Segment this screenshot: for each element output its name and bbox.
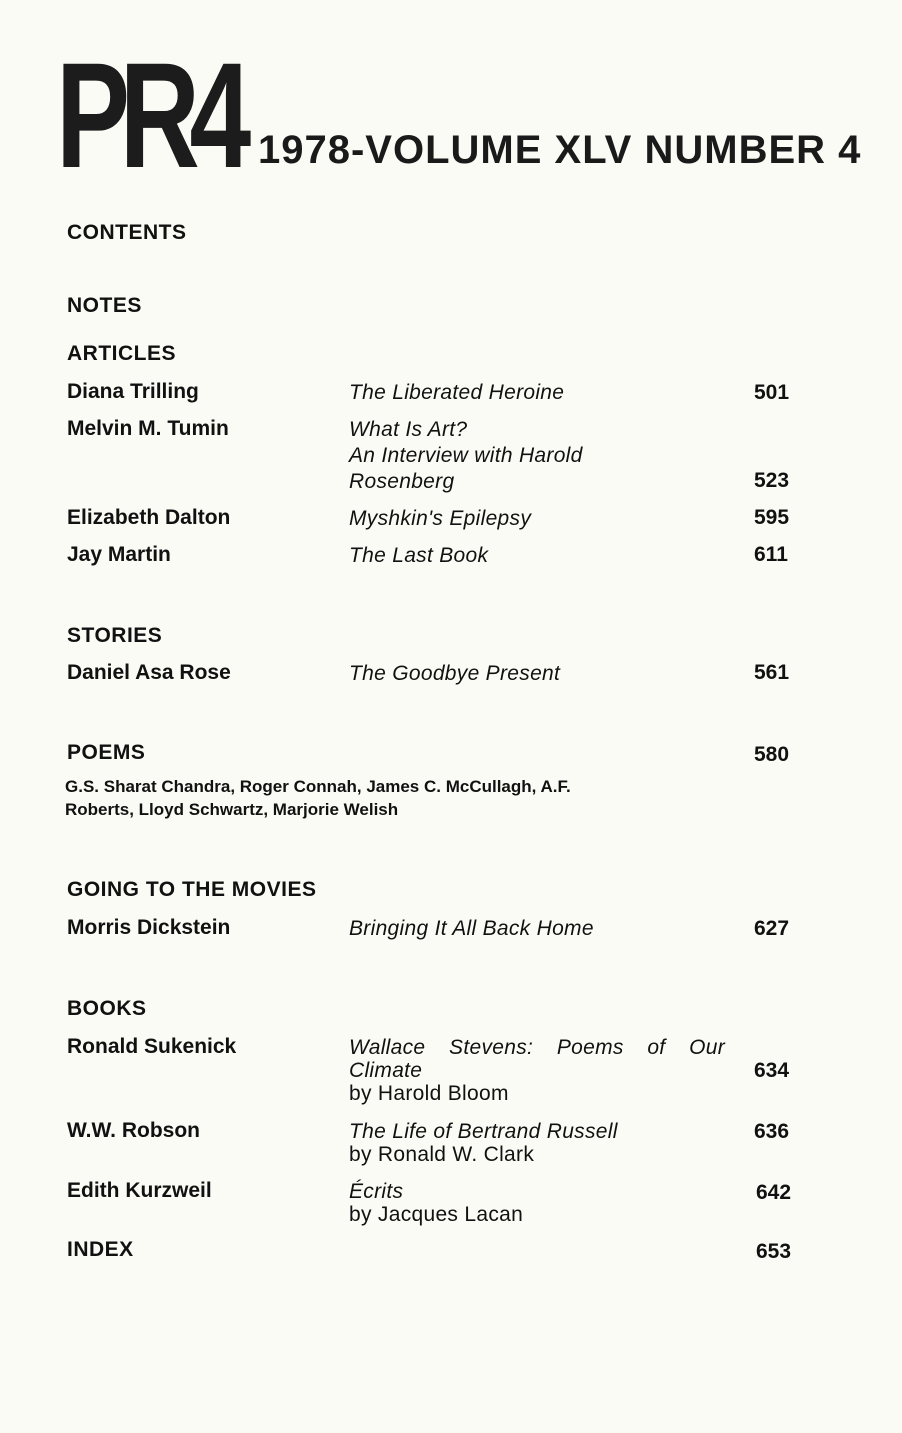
review-page: 634	[754, 1059, 790, 1082]
article-title: Myshkin's Epilepsy	[349, 507, 532, 530]
book-byline: by Jacques Lacan	[349, 1203, 524, 1226]
stories-heading: STORIES	[67, 624, 163, 647]
contents-heading: CONTENTS	[67, 221, 187, 244]
article-title: An Interview with Harold	[349, 444, 583, 467]
article-page: 595	[754, 506, 790, 529]
review-page: 636	[754, 1120, 790, 1143]
review-author: Ronald Sukenick	[67, 1035, 237, 1058]
article-author: Jay Martin	[67, 543, 171, 566]
book-byline: by Harold Bloom	[349, 1082, 509, 1105]
book-title: Écrits	[349, 1180, 404, 1203]
story-title: The Goodbye Present	[349, 662, 561, 685]
review-author: W.W. Robson	[67, 1119, 200, 1142]
poets-list: G.S. Sharat Chandra, Roger Connah, James C. McCullagh, A.F.	[65, 777, 571, 796]
article-title: The Last Book	[349, 544, 489, 567]
review-page: 642	[756, 1181, 792, 1204]
books-heading: BOOKS	[67, 997, 147, 1020]
book-title: Wallace Stevens: Poems of Our	[349, 1036, 725, 1059]
poets-list: Roberts, Lloyd Schwartz, Marjorie Welish	[65, 800, 399, 819]
book-title: The Life of Bertrand Russell	[349, 1120, 618, 1143]
issue-heading: 1978-VOLUME XLV NUMBER 4	[258, 128, 862, 172]
book-byline: by Ronald W. Clark	[349, 1143, 535, 1166]
article-author: Diana Trilling	[67, 380, 199, 403]
index-heading: INDEX	[67, 1238, 134, 1261]
article-author: Melvin M. Tumin	[67, 417, 229, 440]
article-page: 611	[754, 543, 788, 566]
articles-heading: ARTICLES	[67, 342, 176, 365]
movies-author: Morris Dickstein	[67, 916, 231, 939]
book-title: Climate	[349, 1059, 423, 1082]
notes-heading: NOTES	[67, 294, 142, 317]
article-page: 501	[754, 381, 790, 404]
movies-page: 627	[754, 917, 790, 940]
poems-heading: POEMS	[67, 741, 146, 764]
article-title: The Liberated Heroine	[349, 381, 565, 404]
journal-logo: PR4	[56, 31, 241, 199]
index-page: 653	[756, 1240, 792, 1263]
story-author: Daniel Asa Rose	[67, 661, 231, 684]
story-page: 561	[754, 661, 790, 684]
movies-heading: GOING TO THE MOVIES	[67, 878, 317, 901]
review-author: Edith Kurzweil	[67, 1179, 212, 1202]
article-author: Elizabeth Dalton	[67, 506, 231, 529]
movies-title: Bringing It All Back Home	[349, 917, 594, 940]
article-page: 523	[754, 469, 790, 492]
poems-page: 580	[754, 743, 790, 766]
article-title: What Is Art?	[349, 418, 468, 441]
article-title: Rosenberg	[349, 470, 455, 493]
